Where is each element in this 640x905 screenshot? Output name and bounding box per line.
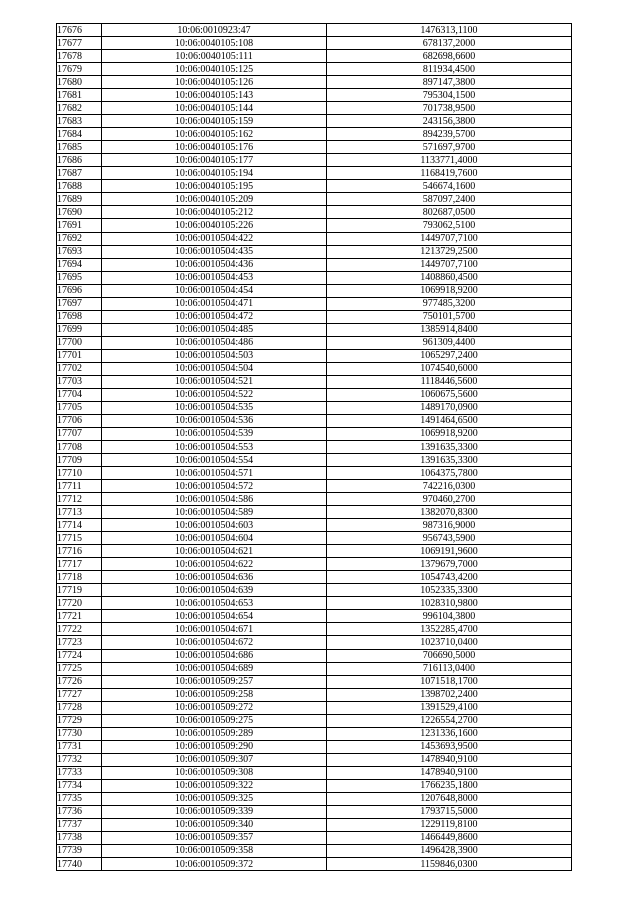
value-cell: 1382070,8300: [327, 506, 572, 519]
row-number: 17714: [57, 519, 102, 532]
value-cell: 571697,9700: [327, 141, 572, 154]
table-row: [57, 414, 572, 427]
value-cell: 897147,3800: [327, 76, 572, 89]
value-cell: 682698,6600: [327, 50, 572, 63]
value-cell: 1489170,0900: [327, 401, 572, 414]
table-row: [57, 805, 572, 818]
value-cell: 1478940,9100: [327, 753, 572, 766]
table-row: [57, 662, 572, 675]
value-cell: 795304,1500: [327, 89, 572, 102]
cadastral-number: 10:06:0010504:589: [102, 506, 327, 519]
table-row: [57, 571, 572, 584]
table-row: [57, 180, 572, 193]
cadastral-number: 10:06:0010509:358: [102, 844, 327, 857]
value-cell: 1491464,6500: [327, 414, 572, 427]
cadastral-number: 10:06:0040105:209: [102, 193, 327, 206]
table-row: [57, 792, 572, 805]
table-row: [57, 597, 572, 610]
value-cell: 1159846,0300: [327, 858, 572, 871]
value-cell: 1023710,0400: [327, 636, 572, 649]
table-row: [57, 558, 572, 571]
value-cell: 1478940,9100: [327, 766, 572, 779]
table-row: [57, 766, 572, 779]
value-cell: 1476313,1100: [327, 24, 572, 37]
table-row: [57, 219, 572, 232]
row-number: 17700: [57, 336, 102, 349]
value-cell: 716113,0400: [327, 662, 572, 675]
table-row: [57, 584, 572, 597]
cadastral-number: 10:06:0010509:357: [102, 831, 327, 844]
value-cell: 1379679,7000: [327, 558, 572, 571]
table-row: [57, 493, 572, 506]
table-row: [57, 753, 572, 766]
row-number: 17736: [57, 805, 102, 818]
table-row: [57, 441, 572, 454]
value-cell: 706690,5000: [327, 649, 572, 662]
cadastral-number: 10:06:0010504:571: [102, 467, 327, 480]
value-cell: 742216,0300: [327, 480, 572, 493]
cadastral-number: 10:06:0010504:472: [102, 310, 327, 323]
cadastral-number: 10:06:0010504:536: [102, 414, 327, 427]
cadastral-number: 10:06:0010504:503: [102, 349, 327, 362]
row-number: 17721: [57, 610, 102, 623]
value-cell: 1207648,8000: [327, 792, 572, 805]
value-cell: 894239,5700: [327, 128, 572, 141]
value-cell: 977485,3200: [327, 297, 572, 310]
table-row: [57, 362, 572, 375]
cadastral-number: 10:06:0040105:125: [102, 63, 327, 76]
row-number: 17718: [57, 571, 102, 584]
row-number: 17684: [57, 128, 102, 141]
cadastral-number: 10:06:0010509:257: [102, 675, 327, 688]
cadastral-number: 10:06:0010504:535: [102, 401, 327, 414]
table-body: [57, 24, 572, 871]
row-number: 17692: [57, 232, 102, 245]
cadastral-number: 10:06:0040105:108: [102, 37, 327, 50]
cadastral-number: 10:06:0010504:453: [102, 271, 327, 284]
value-cell: 996104,3800: [327, 610, 572, 623]
cadastral-number: 10:06:0010504:522: [102, 388, 327, 401]
value-cell: 1766235,1800: [327, 779, 572, 792]
table-row: [57, 675, 572, 688]
cadastral-number: 10:06:0010504:654: [102, 610, 327, 623]
table-row: [57, 844, 572, 857]
row-number: 17699: [57, 323, 102, 336]
table-row: [57, 128, 572, 141]
row-number: 17731: [57, 740, 102, 753]
value-cell: 1391635,3300: [327, 441, 572, 454]
table-row: [57, 102, 572, 115]
cadastral-number: 10:06:0040105:111: [102, 50, 327, 63]
value-cell: 1028310,9800: [327, 597, 572, 610]
row-number: 17707: [57, 427, 102, 440]
cadastral-number: 10:06:0010509:308: [102, 766, 327, 779]
cadastral-number: 10:06:0010504:639: [102, 584, 327, 597]
table-row: [57, 454, 572, 467]
table-row: [57, 701, 572, 714]
row-number: 17726: [57, 675, 102, 688]
row-number: 17712: [57, 493, 102, 506]
cadastral-number: 10:06:0010509:322: [102, 779, 327, 792]
row-number: 17703: [57, 375, 102, 388]
table-row: [57, 636, 572, 649]
row-number: 17716: [57, 545, 102, 558]
row-number: 17689: [57, 193, 102, 206]
value-cell: 1391529,4100: [327, 701, 572, 714]
cadastral-number: 10:06:0040105:143: [102, 89, 327, 102]
value-cell: 1074540,6000: [327, 362, 572, 375]
value-cell: 1071518,1700: [327, 675, 572, 688]
cadastral-number: 10:06:0010509:307: [102, 753, 327, 766]
cadastral-number: 10:06:0010504:621: [102, 545, 327, 558]
value-cell: 1168419,7600: [327, 167, 572, 180]
value-cell: 1408860,4500: [327, 271, 572, 284]
table-row: [57, 206, 572, 219]
cadastral-number: 10:06:0010504:435: [102, 245, 327, 258]
row-number: 17678: [57, 50, 102, 63]
table-row: [57, 271, 572, 284]
row-number: 17739: [57, 844, 102, 857]
table-row: [57, 37, 572, 50]
table-row: [57, 63, 572, 76]
row-number: 17722: [57, 623, 102, 636]
cadastral-number: 10:06:0010509:290: [102, 740, 327, 753]
table-row: [57, 323, 572, 336]
value-cell: 1054743,4200: [327, 571, 572, 584]
table-row: [57, 349, 572, 362]
table-row: [57, 388, 572, 401]
table-row: [57, 532, 572, 545]
value-cell: 1065297,2400: [327, 349, 572, 362]
value-cell: 1060675,5600: [327, 388, 572, 401]
cadastral-number: 10:06:0010504:672: [102, 636, 327, 649]
row-number: 17740: [57, 858, 102, 871]
value-cell: 701738,9500: [327, 102, 572, 115]
row-number: 17695: [57, 271, 102, 284]
cadastral-number: 10:06:0010504:539: [102, 427, 327, 440]
cadastral-number: 10:06:0010504:686: [102, 649, 327, 662]
cadastral-number: 10:06:0010504:486: [102, 336, 327, 349]
row-number: 17728: [57, 701, 102, 714]
row-number: 17713: [57, 506, 102, 519]
value-cell: 956743,5900: [327, 532, 572, 545]
row-number: 17691: [57, 219, 102, 232]
table-row: [57, 688, 572, 701]
cadastral-number: 10:06:0010504:471: [102, 297, 327, 310]
cadastral-number: 10:06:0040105:212: [102, 206, 327, 219]
value-cell: 1118446,5600: [327, 375, 572, 388]
row-number: 17696: [57, 284, 102, 297]
value-cell: 1133771,4000: [327, 154, 572, 167]
table-row: [57, 714, 572, 727]
row-number: 17697: [57, 297, 102, 310]
row-number: 17733: [57, 766, 102, 779]
table-row: [57, 89, 572, 102]
cadastral-number: 10:06:0040105:195: [102, 180, 327, 193]
cadastral-number: 10:06:0010509:372: [102, 858, 327, 871]
row-number: 17688: [57, 180, 102, 193]
table-row: [57, 50, 572, 63]
row-number: 17719: [57, 584, 102, 597]
cadastral-number: 10:06:0010509:272: [102, 701, 327, 714]
table-row: [57, 232, 572, 245]
value-cell: 1229119,8100: [327, 818, 572, 831]
table-row: [57, 427, 572, 440]
table-row: [57, 375, 572, 388]
row-number: 17730: [57, 727, 102, 740]
row-number: 17710: [57, 467, 102, 480]
cadastral-number: 10:06:0010504:636: [102, 571, 327, 584]
value-cell: 1466449,8600: [327, 831, 572, 844]
cadastral-number: 10:06:0010504:689: [102, 662, 327, 675]
row-number: 17720: [57, 597, 102, 610]
row-number: 17682: [57, 102, 102, 115]
row-number: 17690: [57, 206, 102, 219]
value-cell: 1069918,9200: [327, 284, 572, 297]
row-number: 17686: [57, 154, 102, 167]
cadastral-number: 10:06:0010504:454: [102, 284, 327, 297]
value-cell: 678137,2000: [327, 37, 572, 50]
row-number: 17683: [57, 115, 102, 128]
value-cell: 1449707,7100: [327, 232, 572, 245]
cadastral-number: 10:06:0040105:162: [102, 128, 327, 141]
value-cell: 1793715,5000: [327, 805, 572, 818]
cadastral-number: 10:06:0010509:340: [102, 818, 327, 831]
table-row: [57, 115, 572, 128]
table-row: [57, 141, 572, 154]
value-cell: 1064375,7800: [327, 467, 572, 480]
table-row: [57, 858, 572, 871]
value-cell: 1231336,1600: [327, 727, 572, 740]
table-row: [57, 284, 572, 297]
row-number: 17701: [57, 349, 102, 362]
value-cell: 1069918,9200: [327, 427, 572, 440]
value-cell: 1496428,3900: [327, 844, 572, 857]
row-number: 17694: [57, 258, 102, 271]
value-cell: 243156,3800: [327, 115, 572, 128]
table-row: [57, 310, 572, 323]
row-number: 17723: [57, 636, 102, 649]
cadastral-number: 10:06:0010504:603: [102, 519, 327, 532]
cadastral-number: 10:06:0040105:177: [102, 154, 327, 167]
row-number: 17704: [57, 388, 102, 401]
row-number: 17709: [57, 454, 102, 467]
value-cell: 1213729,2500: [327, 245, 572, 258]
table-row: [57, 167, 572, 180]
row-number: 17702: [57, 362, 102, 375]
cadastral-number: 10:06:0010504:622: [102, 558, 327, 571]
value-cell: 1385914,8400: [327, 323, 572, 336]
value-cell: 987316,9000: [327, 519, 572, 532]
cadastral-number: 10:06:0010509:289: [102, 727, 327, 740]
table-row: [57, 336, 572, 349]
cadastral-number: 10:06:0010504:422: [102, 232, 327, 245]
table-row: [57, 24, 572, 37]
cadastral-number: 10:06:0010504:553: [102, 441, 327, 454]
row-number: 17676: [57, 24, 102, 37]
table-row: [57, 818, 572, 831]
table-row: [57, 258, 572, 271]
table-row: [57, 480, 572, 493]
cadastral-number: 10:06:0010504:604: [102, 532, 327, 545]
table-row: [57, 779, 572, 792]
table-row: [57, 831, 572, 844]
cadastral-number: 10:06:0040105:159: [102, 115, 327, 128]
table-row: [57, 519, 572, 532]
row-number: 17705: [57, 401, 102, 414]
row-number: 17677: [57, 37, 102, 50]
cadastral-number: 10:06:0010509:258: [102, 688, 327, 701]
row-number: 17734: [57, 779, 102, 792]
row-number: 17738: [57, 831, 102, 844]
cadastral-number: 10:06:0010504:436: [102, 258, 327, 271]
value-cell: 961309,4400: [327, 336, 572, 349]
row-number: 17711: [57, 480, 102, 493]
cadastral-number: 10:06:0040105:126: [102, 76, 327, 89]
table-row: [57, 649, 572, 662]
cadastral-number: 10:06:0010509:339: [102, 805, 327, 818]
row-number: 17706: [57, 414, 102, 427]
value-cell: 587097,2400: [327, 193, 572, 206]
row-number: 17717: [57, 558, 102, 571]
row-number: 17708: [57, 441, 102, 454]
table-row: [57, 545, 572, 558]
row-number: 17698: [57, 310, 102, 323]
cadastral-number: 10:06:0010504:504: [102, 362, 327, 375]
value-cell: 1352285,4700: [327, 623, 572, 636]
cadastral-number: 10:06:0010504:586: [102, 493, 327, 506]
row-number: 17725: [57, 662, 102, 675]
value-cell: 970460,2700: [327, 493, 572, 506]
row-number: 17732: [57, 753, 102, 766]
cadastral-number: 10:06:0010509:275: [102, 714, 327, 727]
row-number: 17729: [57, 714, 102, 727]
row-number: 17685: [57, 141, 102, 154]
value-cell: 1069191,9600: [327, 545, 572, 558]
table-row: [57, 193, 572, 206]
row-number: 17679: [57, 63, 102, 76]
table-row: [57, 610, 572, 623]
row-number: 17681: [57, 89, 102, 102]
data-table: [56, 23, 572, 871]
value-cell: 802687,0500: [327, 206, 572, 219]
row-number: 17737: [57, 818, 102, 831]
table-row: [57, 401, 572, 414]
table-row: [57, 506, 572, 519]
table-row: [57, 154, 572, 167]
row-number: 17680: [57, 76, 102, 89]
cadastral-number: 10:06:0010504:653: [102, 597, 327, 610]
table-row: [57, 297, 572, 310]
cadastral-number: 10:06:0010504:521: [102, 375, 327, 388]
cadastral-number: 10:06:0010923:47: [102, 24, 327, 37]
value-cell: 546674,1600: [327, 180, 572, 193]
table-row: [57, 76, 572, 89]
cadastral-number: 10:06:0010509:325: [102, 792, 327, 805]
table-row: [57, 740, 572, 753]
cadastral-number: 10:06:0040105:144: [102, 102, 327, 115]
cadastral-number: 10:06:0040105:226: [102, 219, 327, 232]
value-cell: 1226554,2700: [327, 714, 572, 727]
cadastral-number: 10:06:0010504:572: [102, 480, 327, 493]
cadastral-number: 10:06:0010504:554: [102, 454, 327, 467]
value-cell: 793062,5100: [327, 219, 572, 232]
value-cell: 1453693,9500: [327, 740, 572, 753]
value-cell: 1391635,3300: [327, 454, 572, 467]
row-number: 17727: [57, 688, 102, 701]
value-cell: 750101,5700: [327, 310, 572, 323]
value-cell: 1052335,3300: [327, 584, 572, 597]
cadastral-number: 10:06:0010504:485: [102, 323, 327, 336]
row-number: 17715: [57, 532, 102, 545]
row-number: 17735: [57, 792, 102, 805]
row-number: 17724: [57, 649, 102, 662]
row-number: 17693: [57, 245, 102, 258]
table-row: [57, 245, 572, 258]
value-cell: 1449707,7100: [327, 258, 572, 271]
cadastral-number: 10:06:0010504:671: [102, 623, 327, 636]
table-row: [57, 623, 572, 636]
table-row: [57, 727, 572, 740]
value-cell: 1398702,2400: [327, 688, 572, 701]
row-number: 17687: [57, 167, 102, 180]
cadastral-number: 10:06:0040105:194: [102, 167, 327, 180]
value-cell: 811934,4500: [327, 63, 572, 76]
table-row: [57, 467, 572, 480]
cadastral-number: 10:06:0040105:176: [102, 141, 327, 154]
